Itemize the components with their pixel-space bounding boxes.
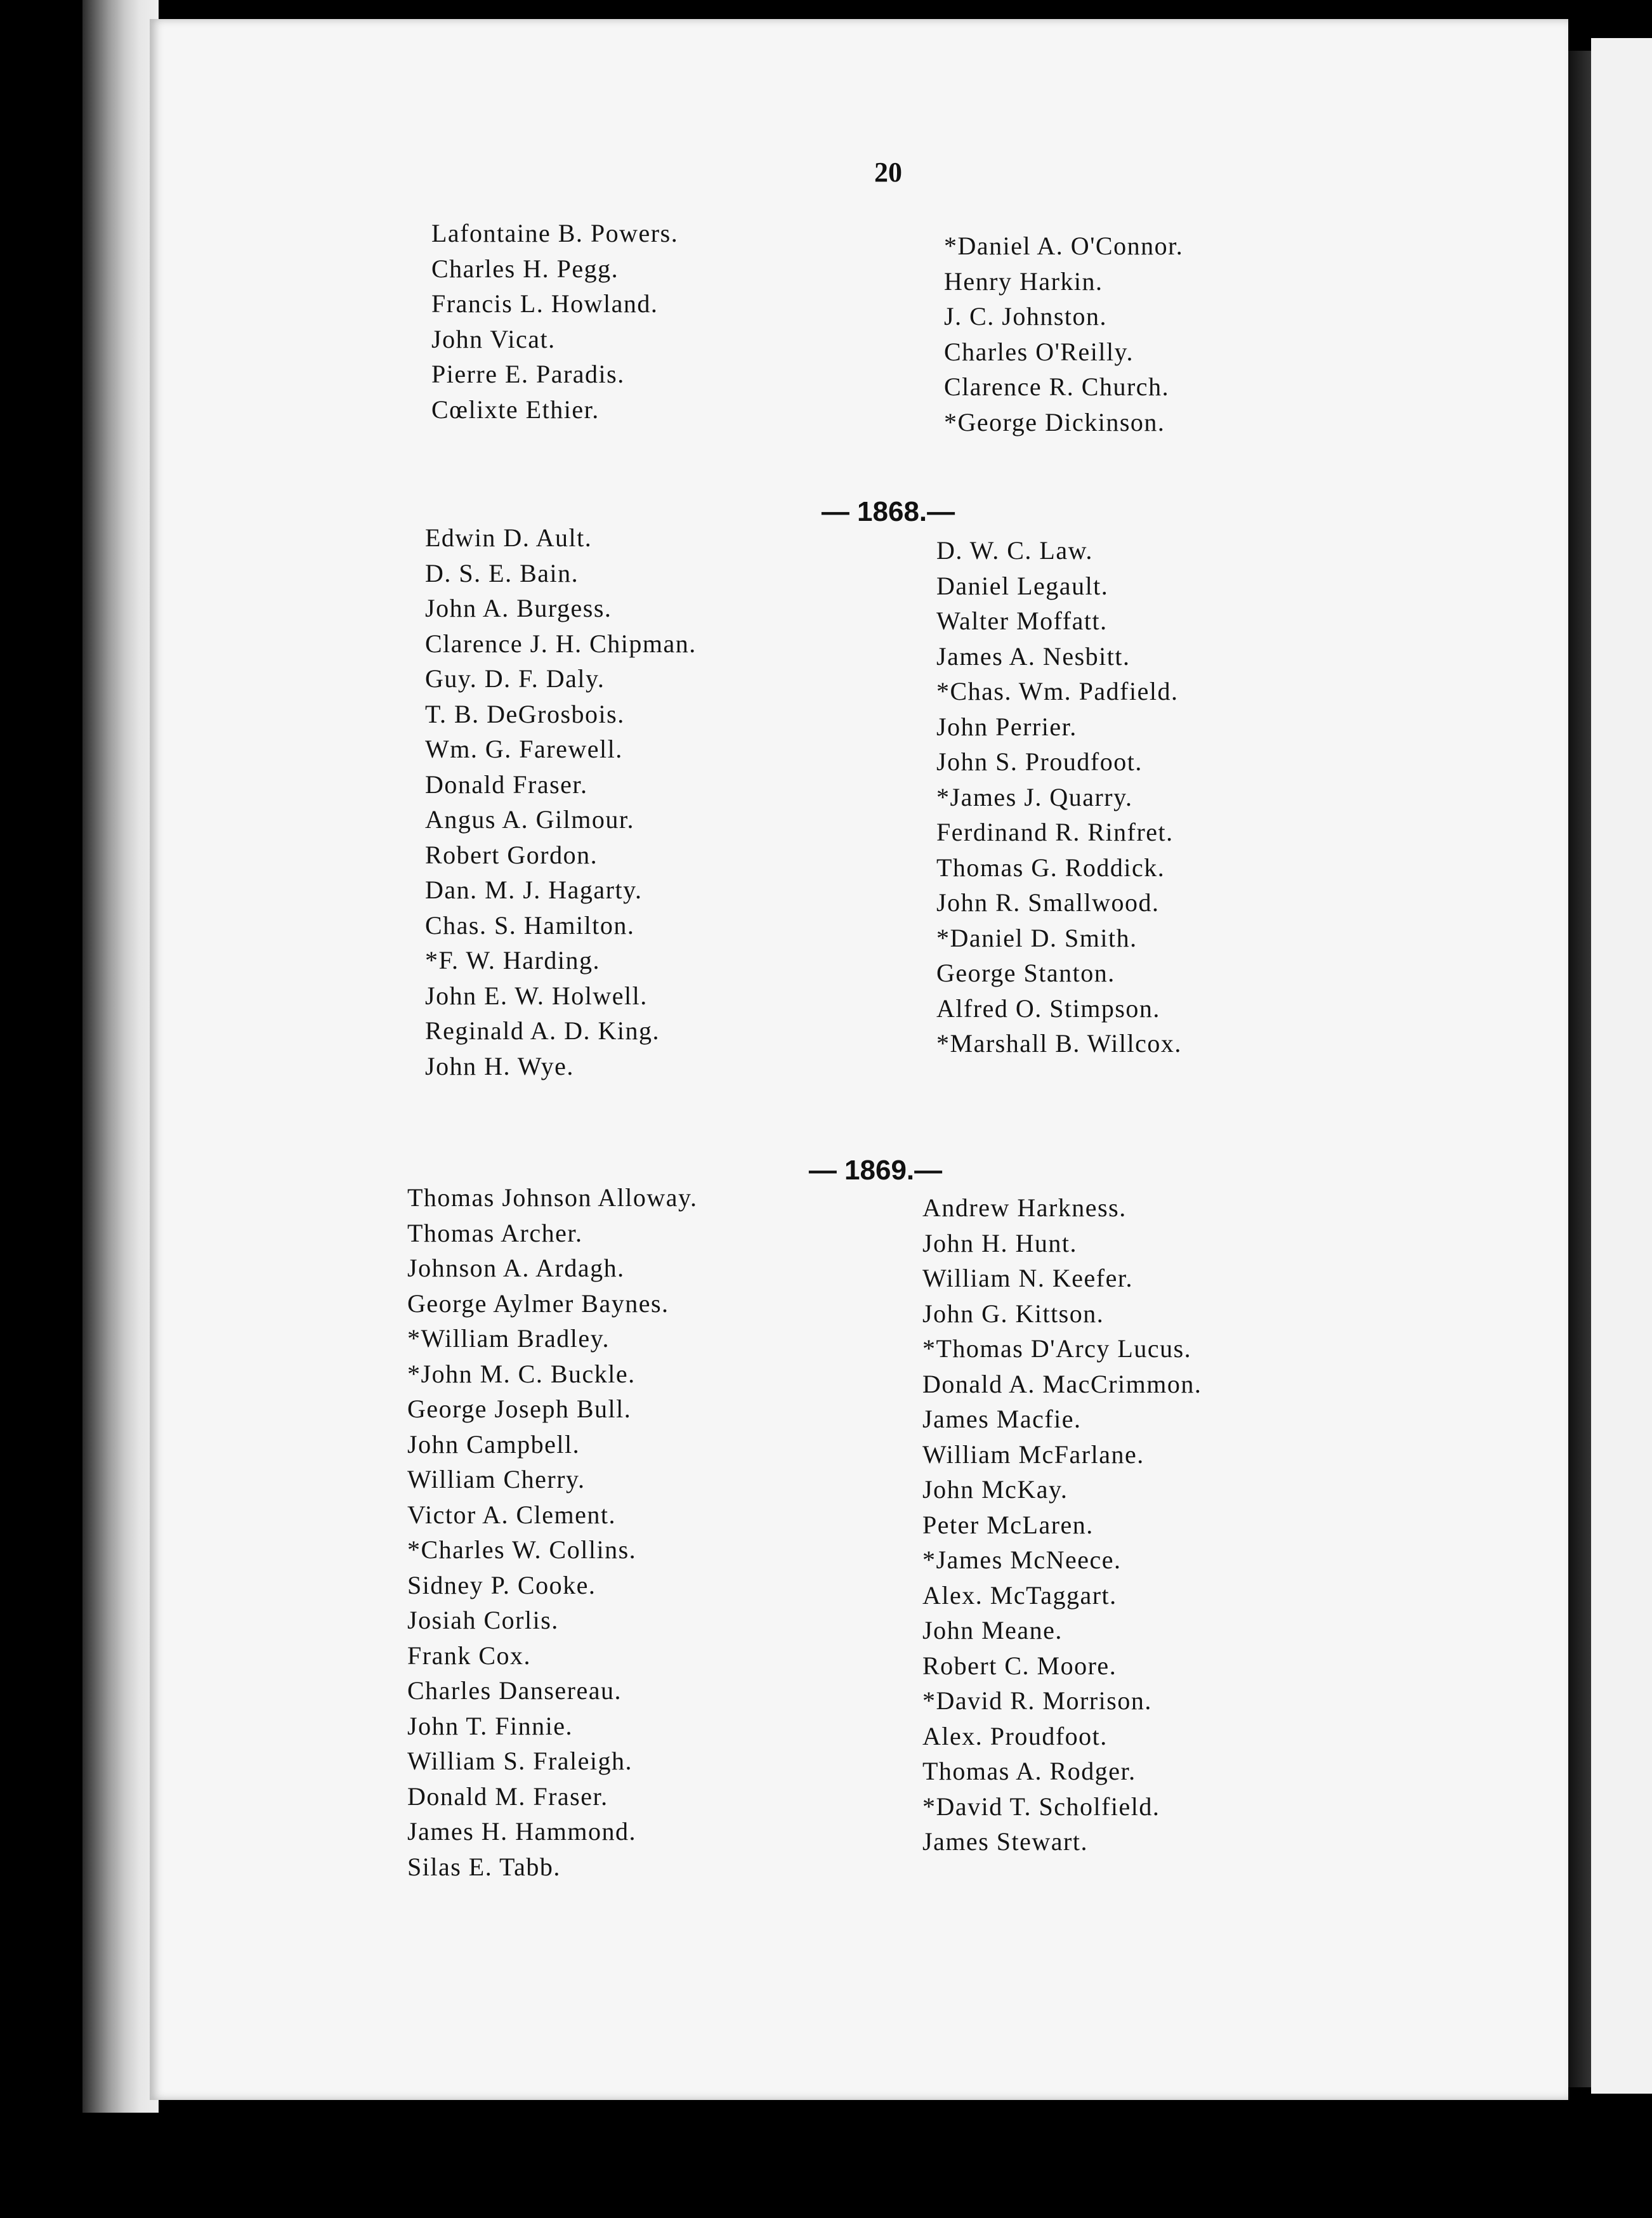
year-heading-1868: — 1868.— bbox=[821, 496, 955, 527]
name-entry: D. S. E. Bain. bbox=[425, 558, 579, 587]
name-entry: John G. Kittson. bbox=[922, 1299, 1105, 1328]
name-entry: Johnson A. Ardagh. bbox=[407, 1254, 625, 1282]
name-entry: George Aylmer Baynes. bbox=[407, 1289, 669, 1318]
name-entry: *Marshall B. Willcox. bbox=[936, 1029, 1182, 1058]
name-entry: *David T. Scholfield. bbox=[922, 1792, 1160, 1821]
name-entry: William McFarlane. bbox=[922, 1440, 1144, 1469]
name-entry: John H. Hunt. bbox=[922, 1228, 1077, 1257]
name-entry: T. B. DeGrosbois. bbox=[425, 699, 625, 728]
name-entry: John T. Finnie. bbox=[407, 1711, 574, 1740]
name-entry: George Stanton. bbox=[936, 959, 1115, 987]
name-entry: John A. Burgess. bbox=[425, 594, 612, 622]
name-entry: Thomas Johnson Alloway. bbox=[407, 1183, 698, 1212]
class-1868-left-column bbox=[425, 520, 697, 1084]
name-entry: John H. Wye. bbox=[425, 1051, 574, 1080]
pre-1868-right-column bbox=[944, 228, 1183, 440]
name-entry: Donald A. MacCrimmon. bbox=[922, 1369, 1202, 1398]
name-entry: J. C. Johnston. bbox=[944, 302, 1107, 331]
name-entry: *William Bradley. bbox=[407, 1324, 610, 1353]
name-entry: John E. W. Holwell. bbox=[425, 981, 648, 1010]
name-entry: Chas. S. Hamilton. bbox=[425, 910, 635, 940]
name-entry: Charles Dansereau. bbox=[407, 1676, 622, 1705]
name-entry: William N. Keefer. bbox=[922, 1264, 1133, 1292]
name-entry: James A. Nesbitt. bbox=[936, 641, 1131, 671]
facing-page bbox=[1591, 38, 1652, 2094]
name-entry: Pierre E. Paradis. bbox=[431, 360, 625, 388]
page-number: 20 bbox=[874, 157, 902, 188]
name-entry: Sidney P. Cooke. bbox=[407, 1570, 596, 1599]
name-entry: Alex. Proudfoot. bbox=[922, 1721, 1108, 1750]
name-entry: Clarence R. Church. bbox=[944, 372, 1170, 401]
name-entry: Charles O'Reilly. bbox=[944, 337, 1134, 366]
name-entry: Charles H. Pegg. bbox=[431, 254, 619, 283]
name-entry: Clarence J. H. Chipman. bbox=[425, 629, 697, 658]
name-entry: Robert Gordon. bbox=[425, 840, 598, 869]
name-entry: Robert C. Moore. bbox=[922, 1651, 1117, 1680]
name-entry: *John M. C. Buckle. bbox=[407, 1359, 636, 1388]
name-entry: Dan. M. J. Hagarty. bbox=[425, 876, 643, 904]
name-entry: Angus A. Gilmour. bbox=[425, 805, 634, 834]
name-entry: John Perrier. bbox=[936, 712, 1077, 741]
name-entry: Henry Harkin. bbox=[944, 266, 1103, 296]
book-page bbox=[150, 19, 1568, 2100]
name-entry: Daniel Legault. bbox=[936, 571, 1109, 600]
name-entry: Francis L. Howland. bbox=[431, 289, 659, 318]
name-entry: George Joseph Bull. bbox=[407, 1394, 632, 1423]
name-entry: Silas E. Tabb. bbox=[407, 1852, 561, 1881]
name-entry: Thomas G. Roddick. bbox=[936, 853, 1165, 882]
name-entry: Lafontaine B. Powers. bbox=[431, 219, 679, 247]
name-entry: Victor A. Clement. bbox=[407, 1500, 616, 1529]
name-entry: Reginald A. D. King. bbox=[425, 1016, 660, 1045]
name-entry: *Daniel A. O'Connor. bbox=[944, 232, 1184, 260]
name-entry: *F. W. Harding. bbox=[425, 946, 600, 974]
name-entry: Josiah Corlis. bbox=[407, 1606, 559, 1634]
name-entry: Thomas Archer. bbox=[407, 1218, 583, 1247]
name-entry: John S. Proudfoot. bbox=[936, 747, 1143, 776]
name-entry: Wm. G. Farewell. bbox=[425, 735, 623, 763]
name-entry: Thomas A. Rodger. bbox=[922, 1757, 1136, 1785]
name-entry: Frank Cox. bbox=[407, 1641, 531, 1670]
class-1869-left-column bbox=[407, 1180, 697, 1884]
name-entry: Edwin D. Ault. bbox=[425, 523, 593, 552]
name-entry: *George Dickinson. bbox=[944, 407, 1165, 436]
name-entry: John McKay. bbox=[922, 1475, 1068, 1504]
name-entry: *James J. Quarry. bbox=[936, 782, 1133, 811]
name-entry: John Meane. bbox=[922, 1616, 1063, 1644]
name-entry: *Thomas D'Arcy Lucus. bbox=[922, 1334, 1192, 1363]
name-entry: James H. Hammond. bbox=[407, 1817, 637, 1846]
pre-1868-left-column bbox=[431, 216, 678, 427]
name-entry: James Macfie. bbox=[922, 1405, 1082, 1433]
name-entry: Alfred O. Stimpson. bbox=[936, 994, 1160, 1023]
name-entry: John R. Smallwood. bbox=[936, 888, 1160, 917]
name-entry: *David R. Morrison. bbox=[922, 1686, 1152, 1715]
name-entry: John Campbell. bbox=[407, 1429, 580, 1459]
name-entry: *Chas. Wm. Padfield. bbox=[936, 677, 1179, 705]
name-entry: Peter McLaren. bbox=[922, 1510, 1094, 1539]
book-page-edges bbox=[82, 0, 159, 2113]
book-gutter-edge bbox=[1568, 51, 1591, 2087]
name-entry: William S. Fraleigh. bbox=[407, 1747, 633, 1775]
class-1869-right-column bbox=[922, 1190, 1202, 1860]
name-entry: *Daniel D. Smith. bbox=[936, 923, 1137, 952]
name-entry: Alex. McTaggart. bbox=[922, 1580, 1117, 1610]
name-entry: John Vicat. bbox=[431, 324, 556, 353]
name-entry: *James McNeece. bbox=[922, 1545, 1122, 1574]
name-entry: Guy. D. F. Daly. bbox=[425, 664, 605, 693]
name-entry: *Charles W. Collins. bbox=[407, 1535, 637, 1564]
name-entry: Cœlixte Ethier. bbox=[431, 395, 600, 424]
name-entry: Walter Moffatt. bbox=[936, 607, 1108, 635]
name-entry: Donald Fraser. bbox=[425, 770, 588, 799]
name-entry: William Cherry. bbox=[407, 1465, 586, 1493]
name-entry: D. W. C. Law. bbox=[936, 536, 1093, 565]
class-1868-right-column bbox=[936, 533, 1182, 1061]
name-entry: Ferdinand R. Rinfret. bbox=[936, 818, 1174, 846]
name-entry: James Stewart. bbox=[922, 1827, 1088, 1856]
name-entry: Andrew Harkness. bbox=[922, 1193, 1127, 1222]
name-entry: Donald M. Fraser. bbox=[407, 1782, 608, 1811]
year-heading-1869: — 1869.— bbox=[808, 1155, 943, 1186]
